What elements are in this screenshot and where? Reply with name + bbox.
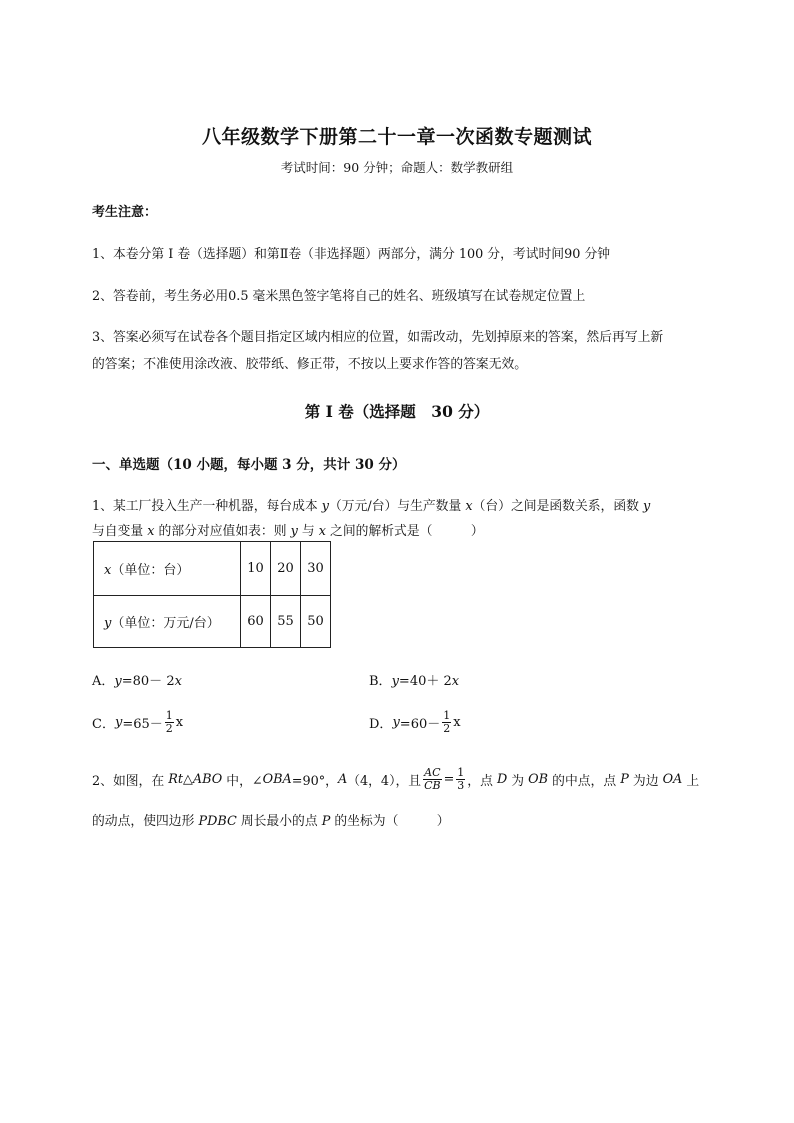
q1-line-2: 与自变量 x 的部分对应值如表：则 y 与 x 之间的解析式是（ ） — [92, 524, 484, 539]
exam-subtitle: 考试时间：90 分钟；命题人：数学教研组 — [280, 160, 514, 175]
notice-item-3-cont: 的答案；不准使用涂改液、胶带纸、修正带，不按以上要求作答的答案无效。 — [92, 357, 528, 372]
table-cell: 30 — [301, 542, 331, 596]
notice-item-2: 2、答卷前，考生务必用0.5 毫米黑色签字笔将自己的姓名、班级填写在试卷规定位置上 — [92, 289, 586, 304]
q1-option-c[interactable]: C．y=65－ $\frac{1}{2}$ x — [92, 709, 184, 735]
q1-option-d[interactable]: D．y=60－ $\frac{1}{2}$ x — [369, 709, 461, 735]
q1-value-table — [93, 541, 331, 648]
q1-line-1: 1、某工厂投入生产一种机器，每台成本 y（万元/台）与生产数量 x（台）之间是函数关系，函数 y — [92, 499, 651, 514]
table-row-label: x（单位：台） — [94, 542, 241, 596]
table-cell: 55 — [271, 596, 301, 648]
exam-title: 八年级数学下册第二十一章一次函数专题测试 — [201, 126, 592, 148]
table-row-label: y（单位：万元/台） — [94, 596, 241, 648]
fraction: $\frac{1}{2}$ — [165, 709, 173, 735]
part-title: 一、单选题（10 小题，每小题 3 分，共计 30 分） — [92, 457, 406, 473]
fraction: $\frac{1}{3}$ — [457, 766, 465, 792]
notice-item-1: 1、本卷分第 I 卷（选择题）和第Ⅱ卷（非选择题）两部分，满分 100 分，考试时间90 分钟 — [92, 247, 611, 262]
notice-item-3: 3、答案必须写在试卷各个题目指定区域内相应的位置，如需改动，先划掉原来的答案，然后再写上新 — [92, 330, 664, 345]
table-cell: 60 — [241, 596, 271, 648]
table-cell: 10 — [241, 542, 271, 596]
table-cell: 50 — [301, 596, 331, 648]
q2-line-2: 的动点，使四边形 PDBC 周长最小的点 P 的坐标为（ ） — [92, 814, 450, 829]
table-cell: 20 — [271, 542, 301, 596]
notice-heading: 考生注意： — [92, 205, 158, 220]
section-title: 第 I 卷（选择题 30 分） — [304, 402, 490, 421]
q1-option-b[interactable]: B．y=40＋ 2x — [369, 674, 460, 689]
table-row — [94, 542, 331, 596]
fraction: $\frac{1}{2}$ — [443, 709, 451, 735]
q2-line-1: 2、如图，在 Rt△ABO 中，∠OBA=90°，A（4，4），且 $\frac{AC}{CB}$ = $\frac{1}{3}$ ，点 D 为 OB 的中点，点 P 为边 OA 上 — [92, 766, 700, 792]
q1-option-a[interactable]: A．y=80－ 2x — [92, 674, 182, 689]
table-row — [94, 596, 331, 648]
fraction: $\frac{AC}{CB}$ — [424, 766, 441, 792]
